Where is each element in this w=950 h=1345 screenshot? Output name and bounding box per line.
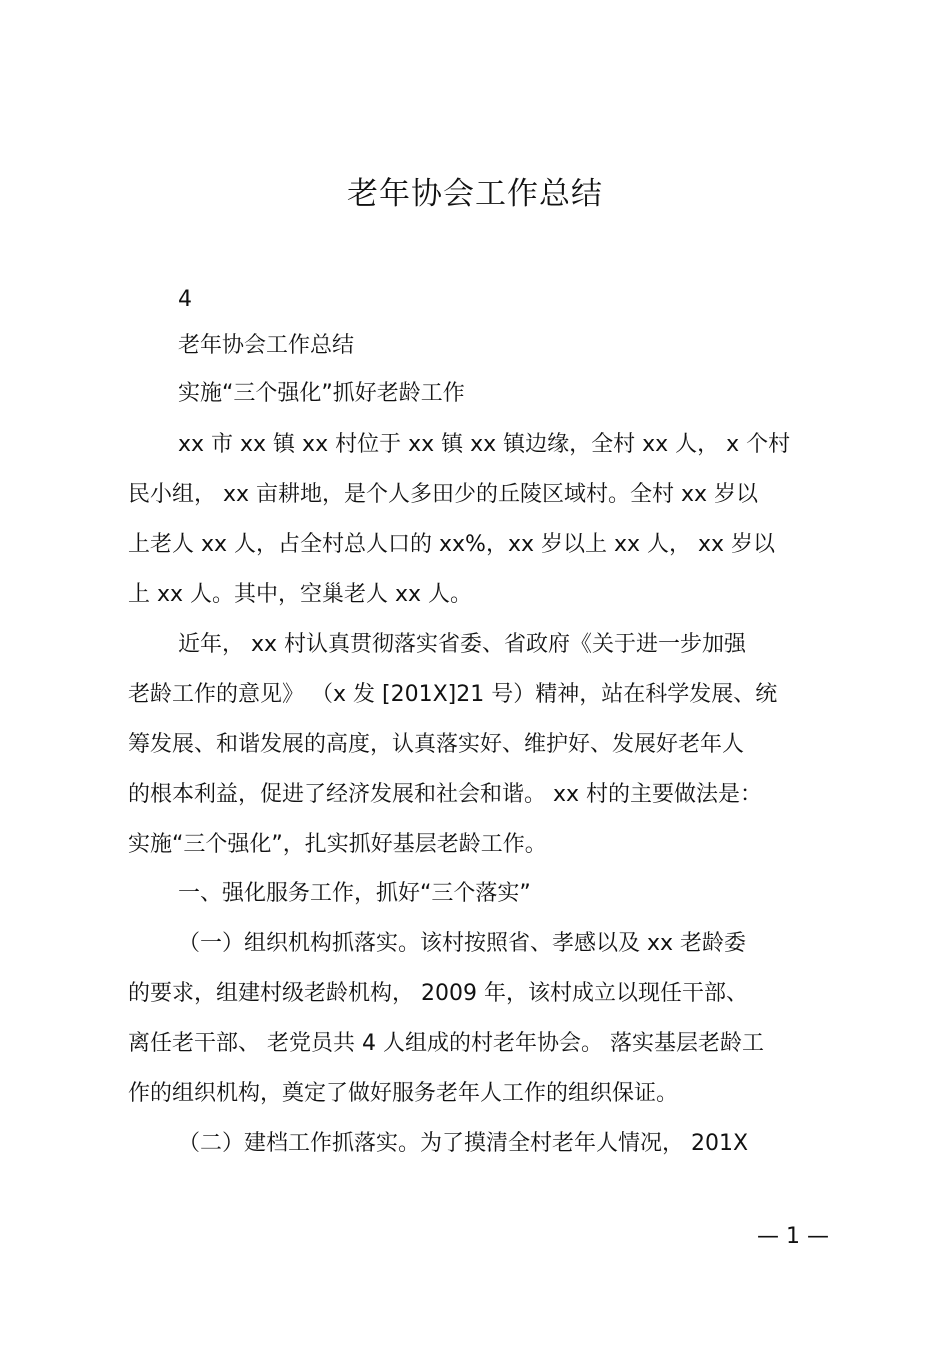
- text-line: 实施“三个强化”抓好老龄工作: [178, 381, 465, 406]
- text-line: 作的组织机构，奠定了做好服务老年人工作的组织保证。: [128, 1081, 679, 1106]
- text-line: 4: [178, 287, 192, 312]
- text-line: xx 市 xx 镇 xx 村位于 xx 镇 xx 镇边缘，全村 xx 人， x 个村: [178, 432, 791, 457]
- text-line: 一、强化服务工作，抓好“三个落实”: [178, 881, 531, 906]
- document-title: 老年协会工作总结: [347, 176, 603, 212]
- text-line: 上老人 xx 人，占全村总人口的 xx%，xx 岁以上 xx 人， xx 岁以: [128, 532, 776, 557]
- text-line: （一）组织机构抓落实。该村按照省、孝感以及 xx 老龄委: [178, 931, 747, 956]
- text-line: （二）建档工作抓落实。为了摸清全村老年人情况， 201X: [178, 1131, 749, 1156]
- text-line: 老年协会工作总结: [178, 333, 355, 358]
- text-line: 的要求，组建村级老龄机构， 2009 年，该村成立以现任干部、: [128, 981, 748, 1006]
- text-line: 的根本利益，促进了经济发展和社会和谐。 xx 村的主要做法是：: [128, 782, 763, 807]
- page-number: — 1 —: [757, 1224, 829, 1249]
- text-line: 筹发展、和谐发展的高度，认真落实好、维护好、发展好老年人: [128, 732, 745, 757]
- text-line: 实施“三个强化”，扎实抓好基层老龄工作。: [128, 832, 547, 857]
- text-line: 老龄工作的意见》 （x 发 [201X]21 号）精神，站在科学发展、统: [128, 682, 778, 707]
- text-line: 上 xx 人。其中，空巢老人 xx 人。: [128, 582, 473, 607]
- text-line: 离任老干部、 老党员共 4 人组成的村老年协会。 落实基层老龄工: [128, 1031, 764, 1056]
- text-line: 民小组， xx 亩耕地，是个人多田少的丘陵区域村。全村 xx 岁以: [128, 482, 759, 507]
- text-line: 近年， xx 村认真贯彻落实省委、省政府《关于进一步加强: [178, 632, 747, 657]
